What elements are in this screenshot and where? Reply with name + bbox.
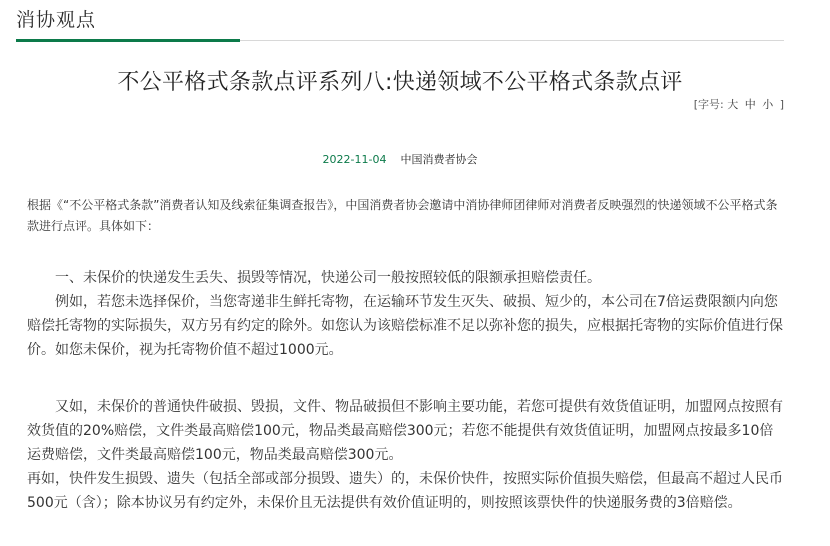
article-meta <box>16 151 784 167</box>
article-body-block-2 <box>27 395 787 515</box>
font-size-medium-link[interactable]: 中 <box>744 98 756 111</box>
section-title: 消协观点 <box>16 9 97 31</box>
section-header <box>16 0 784 44</box>
article-title: 不公平格式条款点评系列八:快递领域不公平格式条款点评 <box>117 70 683 95</box>
body-paragraph-2: 例如，若您未选择保价，当您寄递非生鲜托寄物，在运输环节发生灭失、破损、短少的，本公司在7倍运费限额内向您赔偿托寄物的实际损失，双方另有约定的除外。如您认为该赔偿标准不足以弥补您的损失，应根据托寄物的实际价值进行保价。如您未保价，视为托寄物价值不超过1000元。 <box>27 294 783 358</box>
body-paragraph-4: 再如，快件发生损毁、遗失（包括全部或部分损毁、遗失）的，未保价快件，按照实际价值损失赔偿，但最高不超过人民币500元（含）；除本协议另有约定外，未保价且无法提供有效价值证明的，则按照该票快件的快递服务费的3倍赔偿。 <box>27 471 783 511</box>
font-size-control <box>694 96 784 112</box>
body-paragraph-1: 一、未保价的快递发生丢失、损毁等情况，快递公司一般按照较低的限额承担赔偿责任。 <box>55 270 601 286</box>
font-size-prefix: [字号: <box>693 98 724 111</box>
section-divider-accent <box>16 39 240 42</box>
body-paragraph-3: 又如，未保价的普通快件破损、毁损，文件、物品破损但不影响主要功能，若您可提供有效货值证明，加盟网点按照有效货值的20%赔偿，文件类最高赔偿100元，物品类最高赔偿300元；若您不能提供有效货值证明，加盟网点按最多10倍运费赔偿，文件类最高赔偿100元，物品类最高赔偿300元。 <box>27 399 783 463</box>
article-source: 中国消费者协会 <box>400 153 478 166</box>
publish-date: 2022-11-04 <box>322 153 387 166</box>
article-body-block-1 <box>27 266 787 362</box>
font-size-large-link[interactable]: 大 <box>727 98 739 111</box>
intro-paragraph: 根据《“不公平格式条款”消费者认知及线索征集调查报告》，中国消费者协会邀请中消协律师团律师对消费者反映强烈的快递领域不公平格式条款进行点评。具体如下： <box>27 198 778 233</box>
font-size-small-link[interactable]: 小 <box>762 98 774 111</box>
font-size-suffix: ] <box>779 98 784 111</box>
